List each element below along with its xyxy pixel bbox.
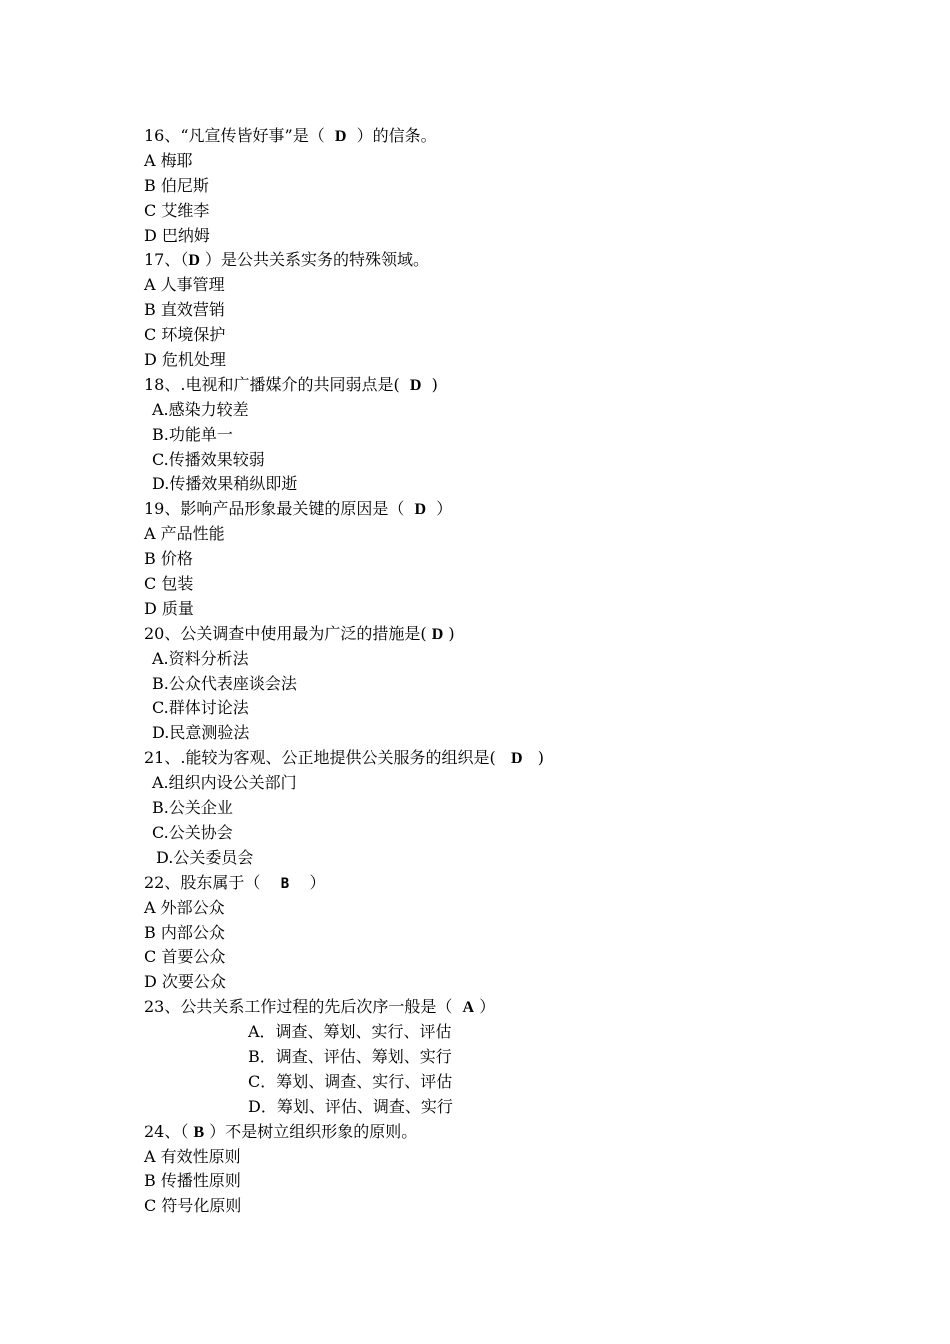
- option-a: A 产品性能: [144, 524, 225, 544]
- option-d: D.公关委员会: [156, 847, 254, 867]
- option-c: C 艾维李: [144, 200, 210, 220]
- option-c: C 环境保护: [144, 325, 226, 345]
- option-b: B 伯尼斯: [144, 175, 209, 195]
- question-16: [144, 124, 844, 149]
- option-b: B 直效营销: [144, 300, 225, 320]
- question-17: [144, 248, 844, 273]
- answer-mark: D: [510, 750, 523, 768]
- question-text: 22、股东属于（: [144, 872, 281, 892]
- question-text: ）: [426, 499, 453, 519]
- option-b: B.公众代表座谈会法: [152, 673, 297, 693]
- option-a: A.组织内设公关部门: [152, 773, 297, 793]
- option-c: C 符号化原则: [144, 1196, 242, 1216]
- question-text: 17、（: [144, 250, 189, 270]
- answer-mark: D: [414, 501, 427, 519]
- option-c: C.群体讨论法: [152, 698, 249, 718]
- question-text: 16、“凡宣传皆好事”是（: [144, 126, 335, 145]
- question-text: 24、（: [144, 1121, 194, 1141]
- question-text: ）是公共关系实务的特殊领域。: [199, 250, 430, 270]
- option-b: B 价格: [144, 549, 193, 569]
- option-a: A 梅耶: [144, 150, 193, 170]
- answer-mark: D: [431, 625, 444, 643]
- question-text: 21、.能较为客观、公正地提供公关服务的组织是(: [144, 748, 511, 768]
- question-21: [144, 746, 844, 771]
- option-a: A 人事管理: [144, 275, 225, 295]
- option-a: A.感染力较差: [152, 399, 249, 419]
- answer-mark: D: [334, 128, 347, 145]
- option-c: C 首要公众: [144, 947, 226, 967]
- option-a: A.资料分析法: [152, 648, 249, 668]
- answer-mark: B: [193, 1123, 205, 1141]
- option-b: B.公关企业: [152, 798, 233, 818]
- question-text: ）: [289, 872, 326, 892]
- option-b: B.功能单一: [152, 424, 233, 444]
- option-d: D 次要公众: [144, 972, 226, 992]
- option-a: A 外部公众: [144, 897, 225, 917]
- question-24: [144, 1120, 844, 1145]
- option-b: B 内部公众: [144, 922, 225, 942]
- question-text: 19、影响产品形象最关键的原因是（: [144, 499, 415, 519]
- answer-mark: A: [462, 999, 475, 1017]
- option-c: C 包装: [144, 574, 194, 594]
- answer-mark: D: [409, 376, 422, 394]
- option-a: A．调查、筹划、实行、评估: [248, 1022, 452, 1042]
- question-20: [144, 622, 844, 647]
- option-d: D 巴纳姆: [144, 225, 210, 245]
- option-d: D 质量: [144, 598, 194, 618]
- question-text: ): [522, 748, 545, 768]
- question-23: [144, 995, 844, 1020]
- answer-mark: D: [188, 252, 200, 270]
- question-list: [144, 124, 844, 1219]
- question-text: 23、公共关系工作过程的先后次序一般是（: [144, 997, 463, 1017]
- option-d: D.传播效果稍纵即逝: [152, 474, 298, 494]
- question-text: ）不是树立组织形象的原则。: [204, 1121, 418, 1141]
- option-c: C.传播效果较弱: [152, 449, 265, 469]
- question-19: [144, 497, 844, 522]
- question-text: ): [443, 623, 455, 643]
- question-text: 20、公关调查中使用最为广泛的措施是(: [144, 623, 432, 643]
- question-22: [144, 871, 844, 896]
- question-text: ）的信条。: [346, 126, 437, 145]
- option-d: D．筹划、评估、调查、实行: [248, 1096, 453, 1116]
- option-b: B．调查、评估、筹划、实行: [248, 1046, 452, 1066]
- question-text: 18、.电视和广播媒介的共同弱点是(: [144, 374, 410, 394]
- question-text: ): [421, 374, 438, 394]
- option-d: D.民意测验法: [152, 723, 250, 743]
- question-18: [144, 373, 844, 398]
- option-a: A 有效性原则: [144, 1146, 241, 1166]
- option-c: C.公关协会: [152, 822, 233, 842]
- option-c: C．筹划、调查、实行、评估: [248, 1071, 453, 1091]
- option-b: B 传播性原则: [144, 1171, 241, 1191]
- answer-mark: B: [280, 875, 290, 892]
- question-text: ）: [474, 997, 496, 1017]
- option-d: D 危机处理: [144, 350, 226, 370]
